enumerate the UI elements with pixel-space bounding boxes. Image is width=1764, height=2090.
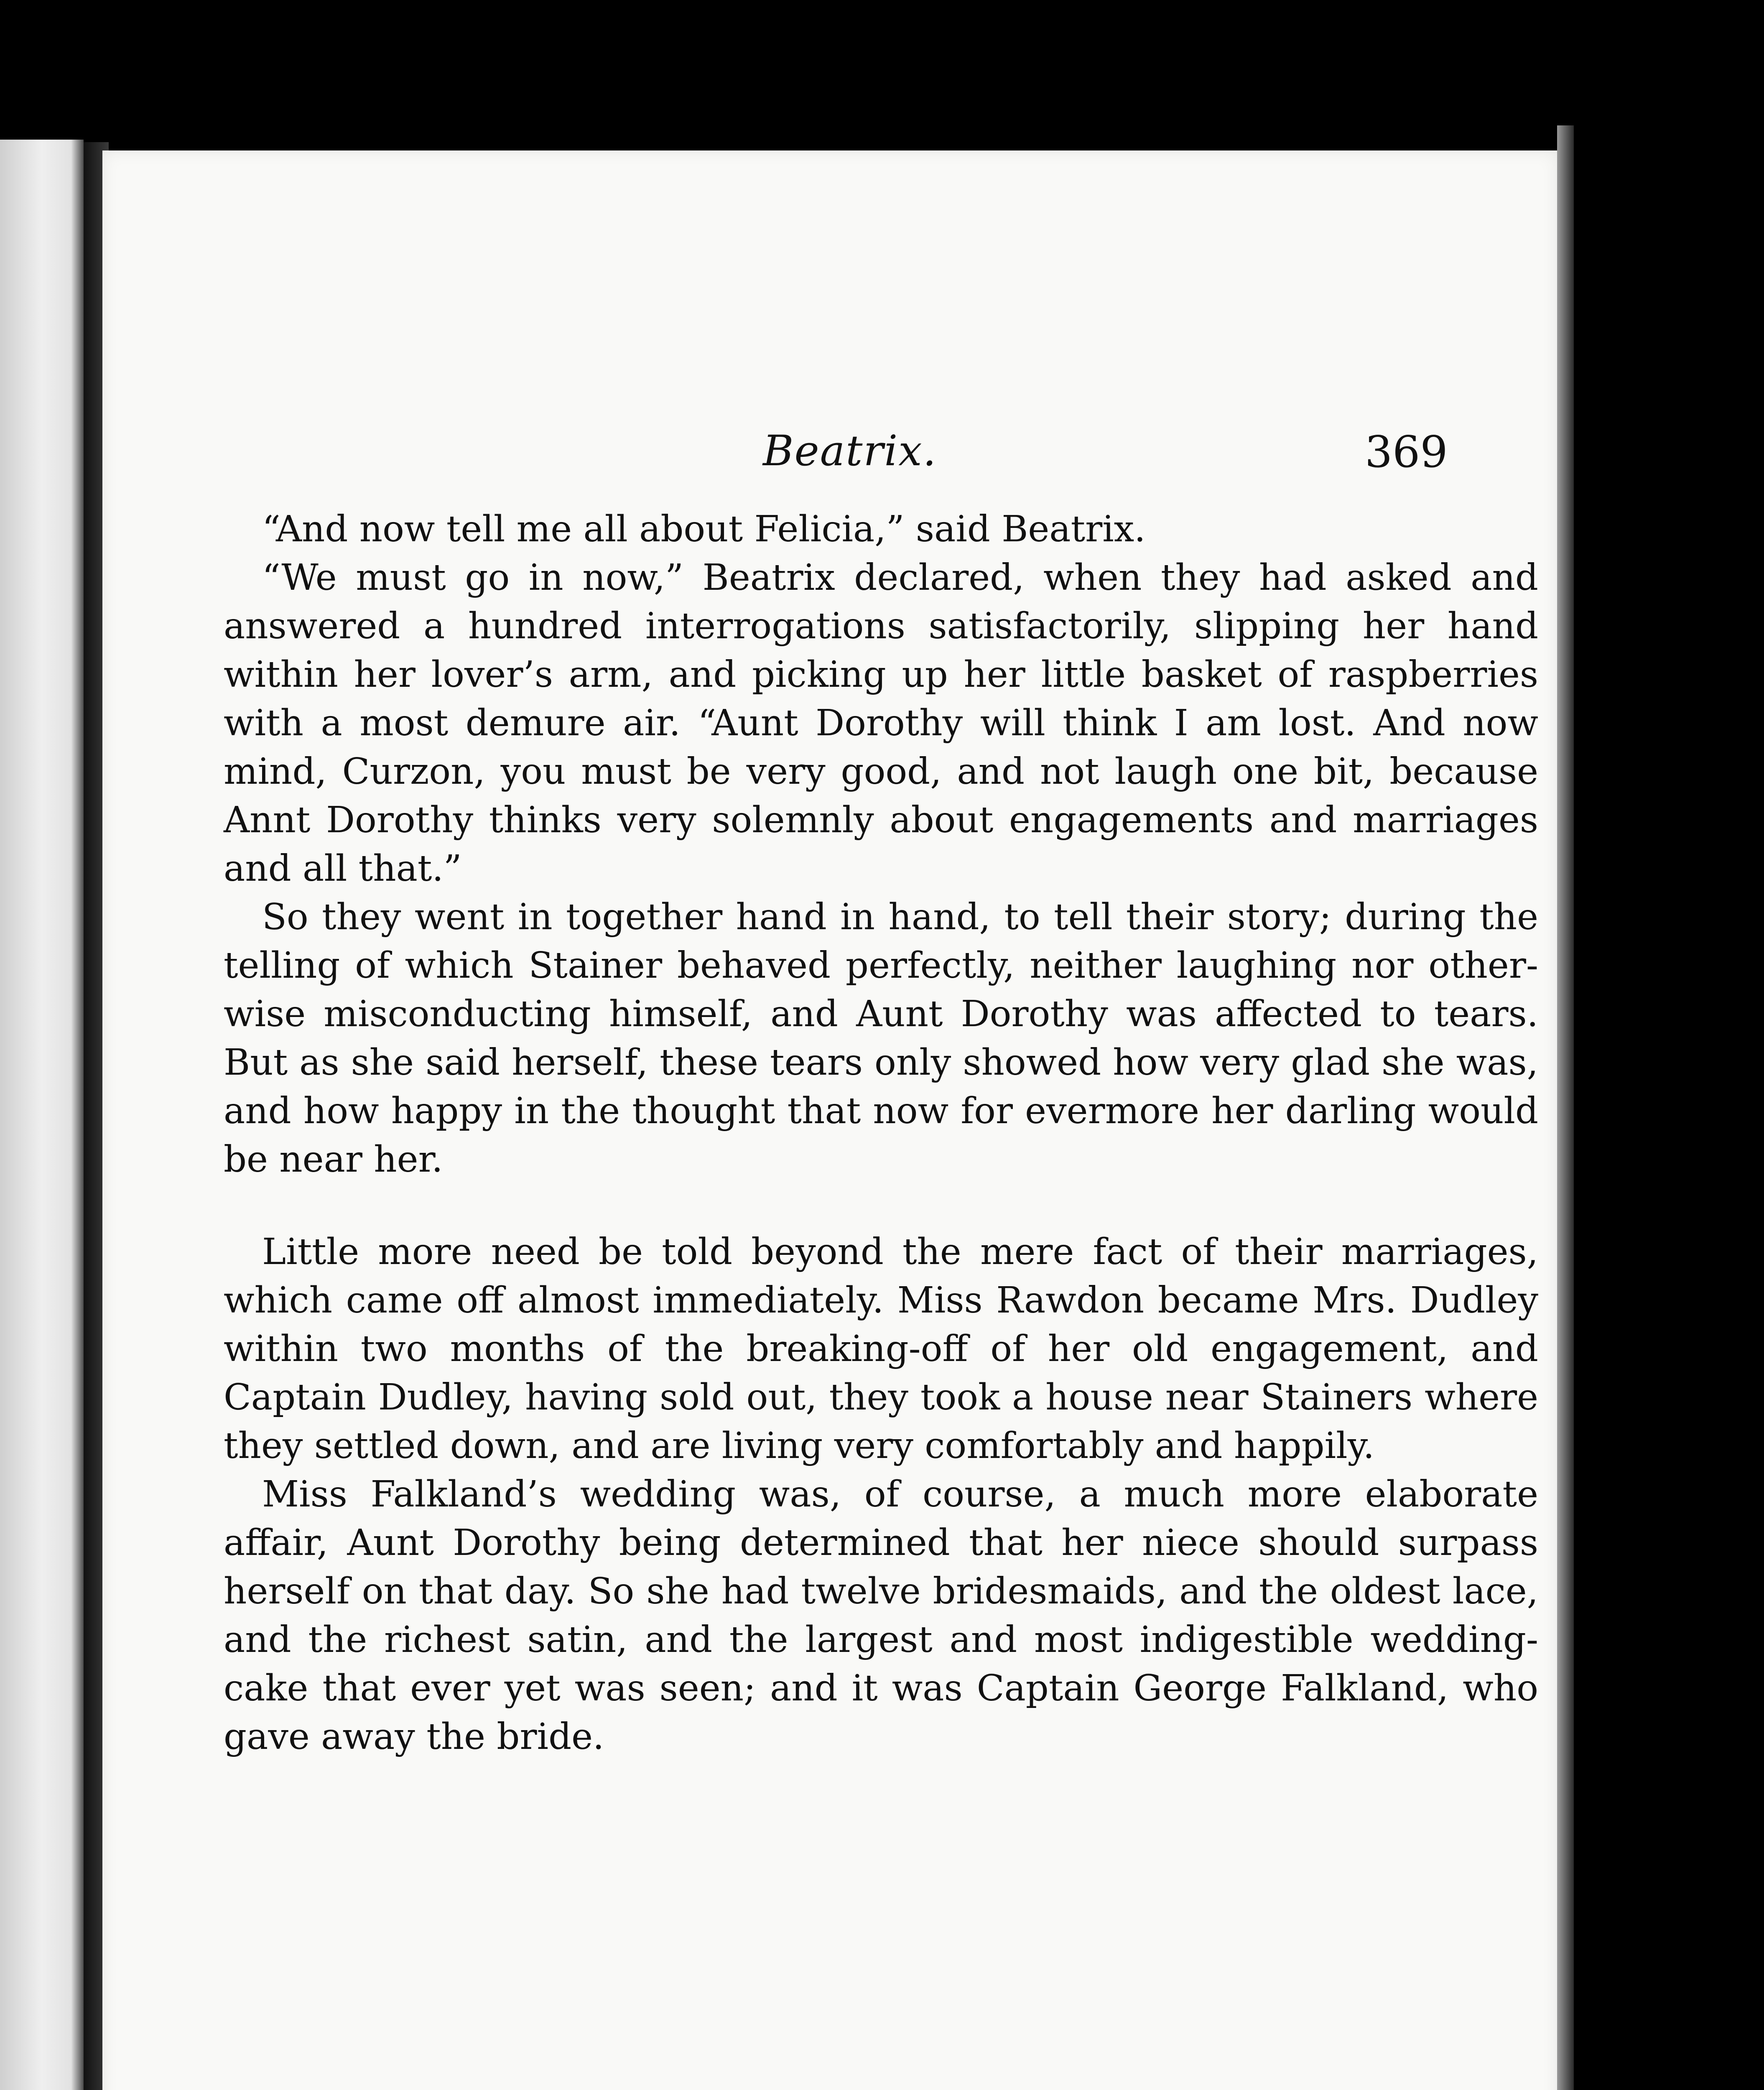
- book-page: [102, 150, 1557, 2090]
- page-number: 369: [1365, 426, 1448, 477]
- running-title: Beatrix.: [763, 426, 937, 475]
- body-text: [224, 505, 1538, 1761]
- adjacent-page-edge: [0, 140, 84, 2090]
- paragraph: “We must go in now,” Beatrix declared, when they had asked and answered a hundred interrogations satisfactorily, slipping her hand within her lover’s arm, and picking up her little basket of raspberries with a most demure air. “Aunt Dorothy will think I am lost. And now mind, Curzon, you must be very good, and not laugh one bit, because Annt Dorothy thinks very solemnly about engagements and marriages and all that.”: [224, 557, 1538, 890]
- paragraph: Little more need be told beyond the mere fact of their marriages, which came off almost immediately. Miss Rawdon became Mrs. Dudley within two months of the breaking-off of her old engagement, and Captain Dudley, having sold out, they took a house near Stainers where they settled down, and are living very comfortably and happily.: [224, 1231, 1538, 1467]
- running-header: [102, 426, 1557, 485]
- paragraph: So they went in together hand in hand, to tell their story; during the telling of which Stainer behaved perfectly, neither laughing nor otherwise misconducting himself, and Aunt Dorothy was affected to tears. But as she said herself, these tears only showed how very glad she was, and how happy in the thought that now for evermore her darling would be near her.: [224, 896, 1538, 1180]
- page-edge-right: [1557, 125, 1574, 2090]
- paragraph: “And now tell me all about Felicia,” said Beatrix.: [262, 508, 1146, 550]
- paragraph: Miss Falkland’s wedding was, of course, a much more elaborate affair, Aunt Dorothy being determined that her niece should surpass herself on that day. So she had twelve bridesmaids, and the oldest lace, and the richest satin, and the largest and most indigestible wedding-cake that ever yet was seen; and it was Captain George Falkland, who gave away the bride.: [224, 1473, 1538, 1758]
